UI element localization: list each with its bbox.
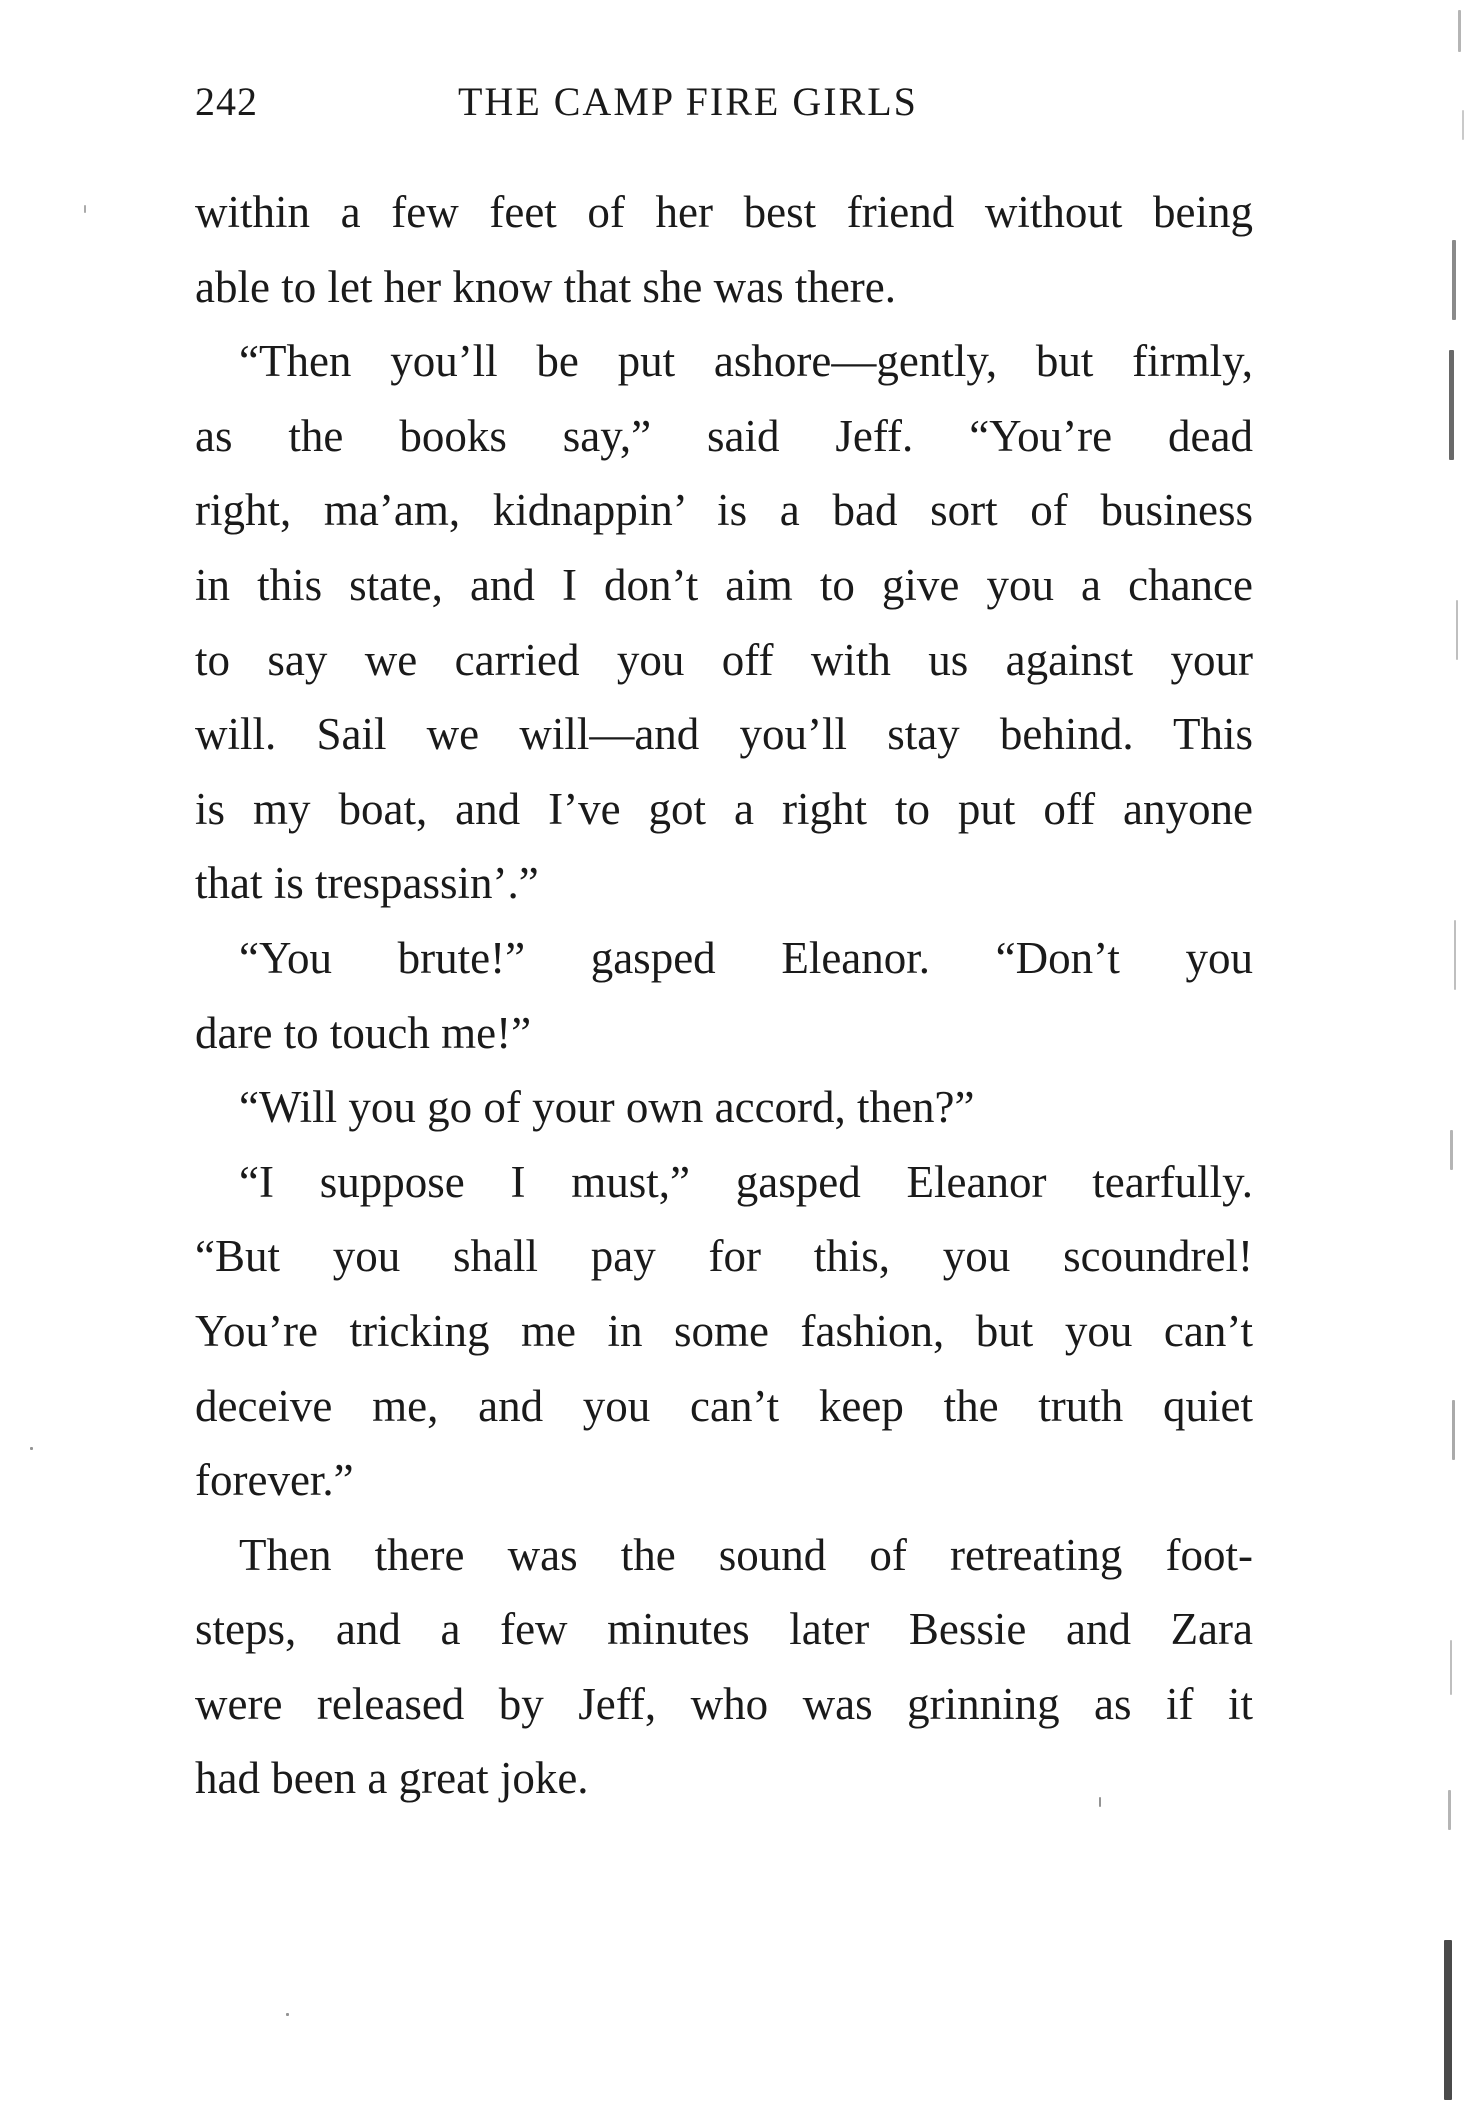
text-line: deceive me, and you can’t keep the truth quiet (195, 1380, 1253, 1431)
scan-artifact (1450, 1640, 1452, 1695)
text-line: as the books say,” said Jeff. “You’re dead (195, 410, 1253, 461)
scan-artifact (1444, 1940, 1452, 2100)
text-line: “Then you’ll be put ashore—gently, but firmly, (239, 336, 1253, 387)
text-line: were released by Jeff, who was grinning as if it (195, 1678, 1253, 1729)
scan-artifact (286, 2013, 289, 2016)
text-line: able to let her know that she was there. (195, 261, 897, 312)
scan-artifact (1458, 10, 1461, 52)
book-title: THE CAMP FIRE GIRLS (458, 79, 918, 124)
text-line: “But you shall pay for this, you scoundrel! (195, 1231, 1253, 1282)
text-line: “I suppose I must,” gasped Eleanor tearfully. (239, 1156, 1253, 1207)
text-line: Then there was the sound of retreating foot- (239, 1529, 1253, 1580)
text-line: to say we carried you off with us against your (195, 634, 1253, 685)
text-line: in this state, and I don’t aim to give you a chance (195, 559, 1253, 610)
scan-artifact (1456, 600, 1458, 660)
text-line: right, ma’am, kidnappin’ is a bad sort of business (195, 485, 1253, 536)
scan-artifact (1462, 110, 1464, 140)
scan-artifact (84, 205, 86, 213)
text-line: “Will you go of your own accord, then?” (239, 1082, 975, 1133)
text-line: You’re tricking me in some fashion, but you can’t (195, 1305, 1253, 1356)
text-line: had been a great joke. (195, 1753, 589, 1804)
scan-artifact (1452, 1400, 1455, 1460)
text-line: within a few feet of her best friend without being (195, 187, 1253, 237)
text-line: will. Sail we will—and you’ll stay behind. This (195, 709, 1253, 760)
scan-artifact (1452, 240, 1456, 320)
scan-artifact (1099, 1797, 1101, 1807)
text-line: that is trespassin’.” (195, 858, 539, 909)
scan-artifact (1450, 1130, 1453, 1170)
text-line: dare to touch me!” (195, 1007, 532, 1058)
running-head (195, 78, 1253, 128)
text-line: forever.” (195, 1455, 354, 1506)
scan-artifact (1449, 350, 1454, 460)
scan-artifact (30, 1447, 33, 1450)
body-text (195, 175, 1253, 1816)
text-line: is my boat, and I’ve got a right to put off anyone (195, 783, 1253, 834)
text-line: steps, and a few minutes later Bessie and Zara (195, 1604, 1253, 1655)
text-line: “You brute!” gasped Eleanor. “Don’t you (239, 932, 1253, 983)
scan-artifact (1454, 920, 1456, 990)
scan-artifact (1448, 1790, 1451, 1830)
page-number: 242 (195, 79, 258, 124)
